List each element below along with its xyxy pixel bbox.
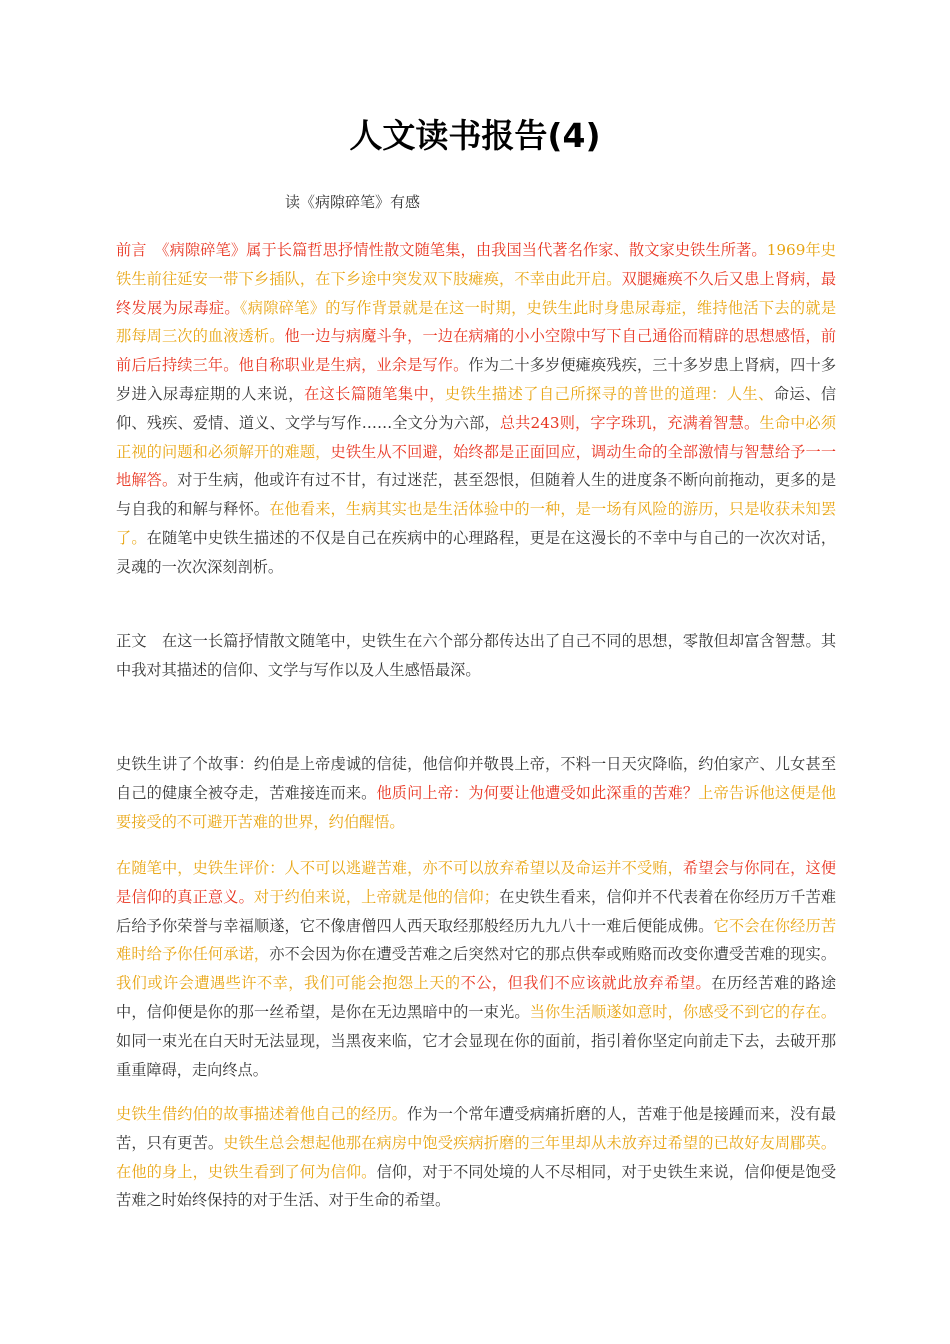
text-segment: 在这长篇随笔集中，: [303, 384, 445, 403]
text-segment: 总共243则，字字珠玑，充满着智慧。: [499, 413, 760, 432]
text-segment: 作为二十多岁便瘫痪残疾，三十多岁患上肾病，四十多岁进入尿毒症期的人来说，: [116, 356, 837, 403]
paragraph-faith: [116, 854, 836, 1084]
text-segment: 前言 《病隙碎笔》属于长篇哲思抒情性散文随笔集，由我国当代著名作家、散文家史铁生所著。: [116, 241, 767, 259]
paragraph-author-experience: [116, 1100, 836, 1215]
text-segment: 命运、信仰、残疾、爱情、道义、文学与写作……全文分为六部，: [116, 384, 837, 432]
text-segment: 1969年史铁生前往延安一带下乡插队，在下乡途中突发双下肢瘫痪，不幸由此开启。: [116, 241, 836, 288]
text-segment: 在历经苦难的路途中，信仰便是你的那一丝希望，是你在无边黑暗中的一束光。: [116, 974, 837, 1021]
document-title: 人文读书报告(4): [349, 116, 601, 155]
text-segment: 在随笔中，史铁生评价：人不可以逃避苦难，亦不可以放弃希望以及命运并不受贿，: [116, 859, 683, 877]
text-segment: 正文 在这一长篇抒情散文随笔中，史铁生在六个部分都传达出了自己不同的思想，零散但却富含智慧。其中我对其描述的信仰、文学与写作以及人生感悟最深。: [116, 632, 836, 679]
text-segment: 他质问上帝：为何要让他遭受如此深重的苦难？: [376, 783, 699, 802]
text-segment: 在随笔中史铁生描述的不仅是自己在疾病中的心理路程，更是在这漫长的不幸中与自己的一次次对话，灵魂的一次次深刻剖析。: [116, 528, 837, 576]
text-segment: 如同一束光在白天时无法显现，当黑夜来临，它才会显现在你的面前，指引着你坚定向前走下去，去破开那重重障碍，走向终点。: [116, 1031, 836, 1079]
text-segment: 史铁生从不回避，始终都是正面回应，调动生命的全部激情与智慧给予一一地解答。: [116, 442, 837, 490]
paragraph-text: [116, 627, 836, 685]
text-segment: 史铁生讲了个故事：约伯是上帝虔诚的信徒，他信仰并敬畏上帝，不料一日天灾降临，约伯家产、儿女甚至自己的健康全被夺走，苦难接连而来。: [116, 755, 836, 802]
text-segment: 它不会在你经历苦难时给予你任何承诺，: [116, 916, 837, 964]
text-segment: 对于生病，他或许有过不甘，有过迷茫，甚至怨恨，但随着人生的进度条不断向前拖动，更多的是与自我的和解与释怀。: [116, 471, 837, 519]
text-segment: 当你生活顺遂如意时，你感受不到它的存在。: [529, 1002, 837, 1021]
text-segment: 在他看来，生病其实也是生活体验中的一种，是一场有风险的游历，只是收获未知罢了。: [116, 500, 837, 547]
text-segment: 信仰，对于不同处境的人不尽相同，对于史铁生来说，信仰便是饱受苦难之时始终保持的对于生活、对于生命的希望。: [116, 1162, 837, 1210]
text-segment: 不公，但我们不应该就此放弃希望。: [460, 974, 712, 993]
text-segment: 对于约伯来说，上帝就是他的信仰；: [253, 887, 499, 906]
paragraph-text: [116, 1100, 836, 1215]
text-segment: 史铁生借约伯的故事描述着他自己的经历。: [116, 1105, 408, 1123]
text-segment: 亦不会因为你在遭受苦难之后突然对它的那点供奉或贿赂而改变你遭受苦难的现实。: [269, 945, 837, 964]
text-segment: 史铁生描述了自己所探寻的普世的道理：人生、: [444, 384, 774, 403]
text-segment: 生命中必须正视的问题和必须解开的难题，: [116, 413, 836, 461]
paragraph-text: [116, 236, 836, 582]
text-segment: 希望会与你同在，这便是信仰的真正意义。: [116, 859, 837, 906]
paragraph-text: [116, 854, 836, 1084]
text-segment: 作为一个常年遭受病痛折磨的人，苦难于他是接踵而来，没有最苦，只有更苦。: [116, 1105, 837, 1152]
text-segment: 《病隙碎笔》的写作背景就是在这一时期，史铁生此时身患尿毒症，维持他活下去的就是那每周三次的血液透析。: [116, 298, 837, 346]
paragraph-main-intro: [116, 627, 836, 685]
document-subtitle: 读《病隙碎笔》有感: [285, 193, 421, 211]
text-segment: 史铁生总会想起他那在病房中饱受疾病折磨的三年里却从未放弃过希望的已故好友周郿英。在他的身上，史铁生看到了何为信仰。: [116, 1133, 837, 1181]
text-segment: 双腿瘫痪不久后又患上肾病，最终发展为尿毒症。: [116, 269, 837, 317]
text-segment: 上帝告诉他这便是他要接受的不可避开苦难的世界，约伯醒悟。: [116, 783, 837, 831]
paragraph-job-story: [116, 750, 836, 836]
text-segment: 我们或许会遭遇些许不幸，我们可能会抱怨上天的: [116, 974, 461, 993]
paragraph-preface: [116, 236, 836, 582]
text-segment: 他一边与病魔斗争，一边在病痛的小小空隙中写下自己通俗而精辟的思想感悟，前前后后持续三年。他自称职业是生病，业余是写作。: [116, 327, 837, 375]
text-segment: 在史铁生看来，信仰并不代表着在你经历万千苦难后给予你荣誉与幸福顺遂，它不像唐僧四人西天取经那般经历九九八十一难后便能成佛。: [116, 887, 837, 935]
paragraph-text: [116, 750, 836, 836]
